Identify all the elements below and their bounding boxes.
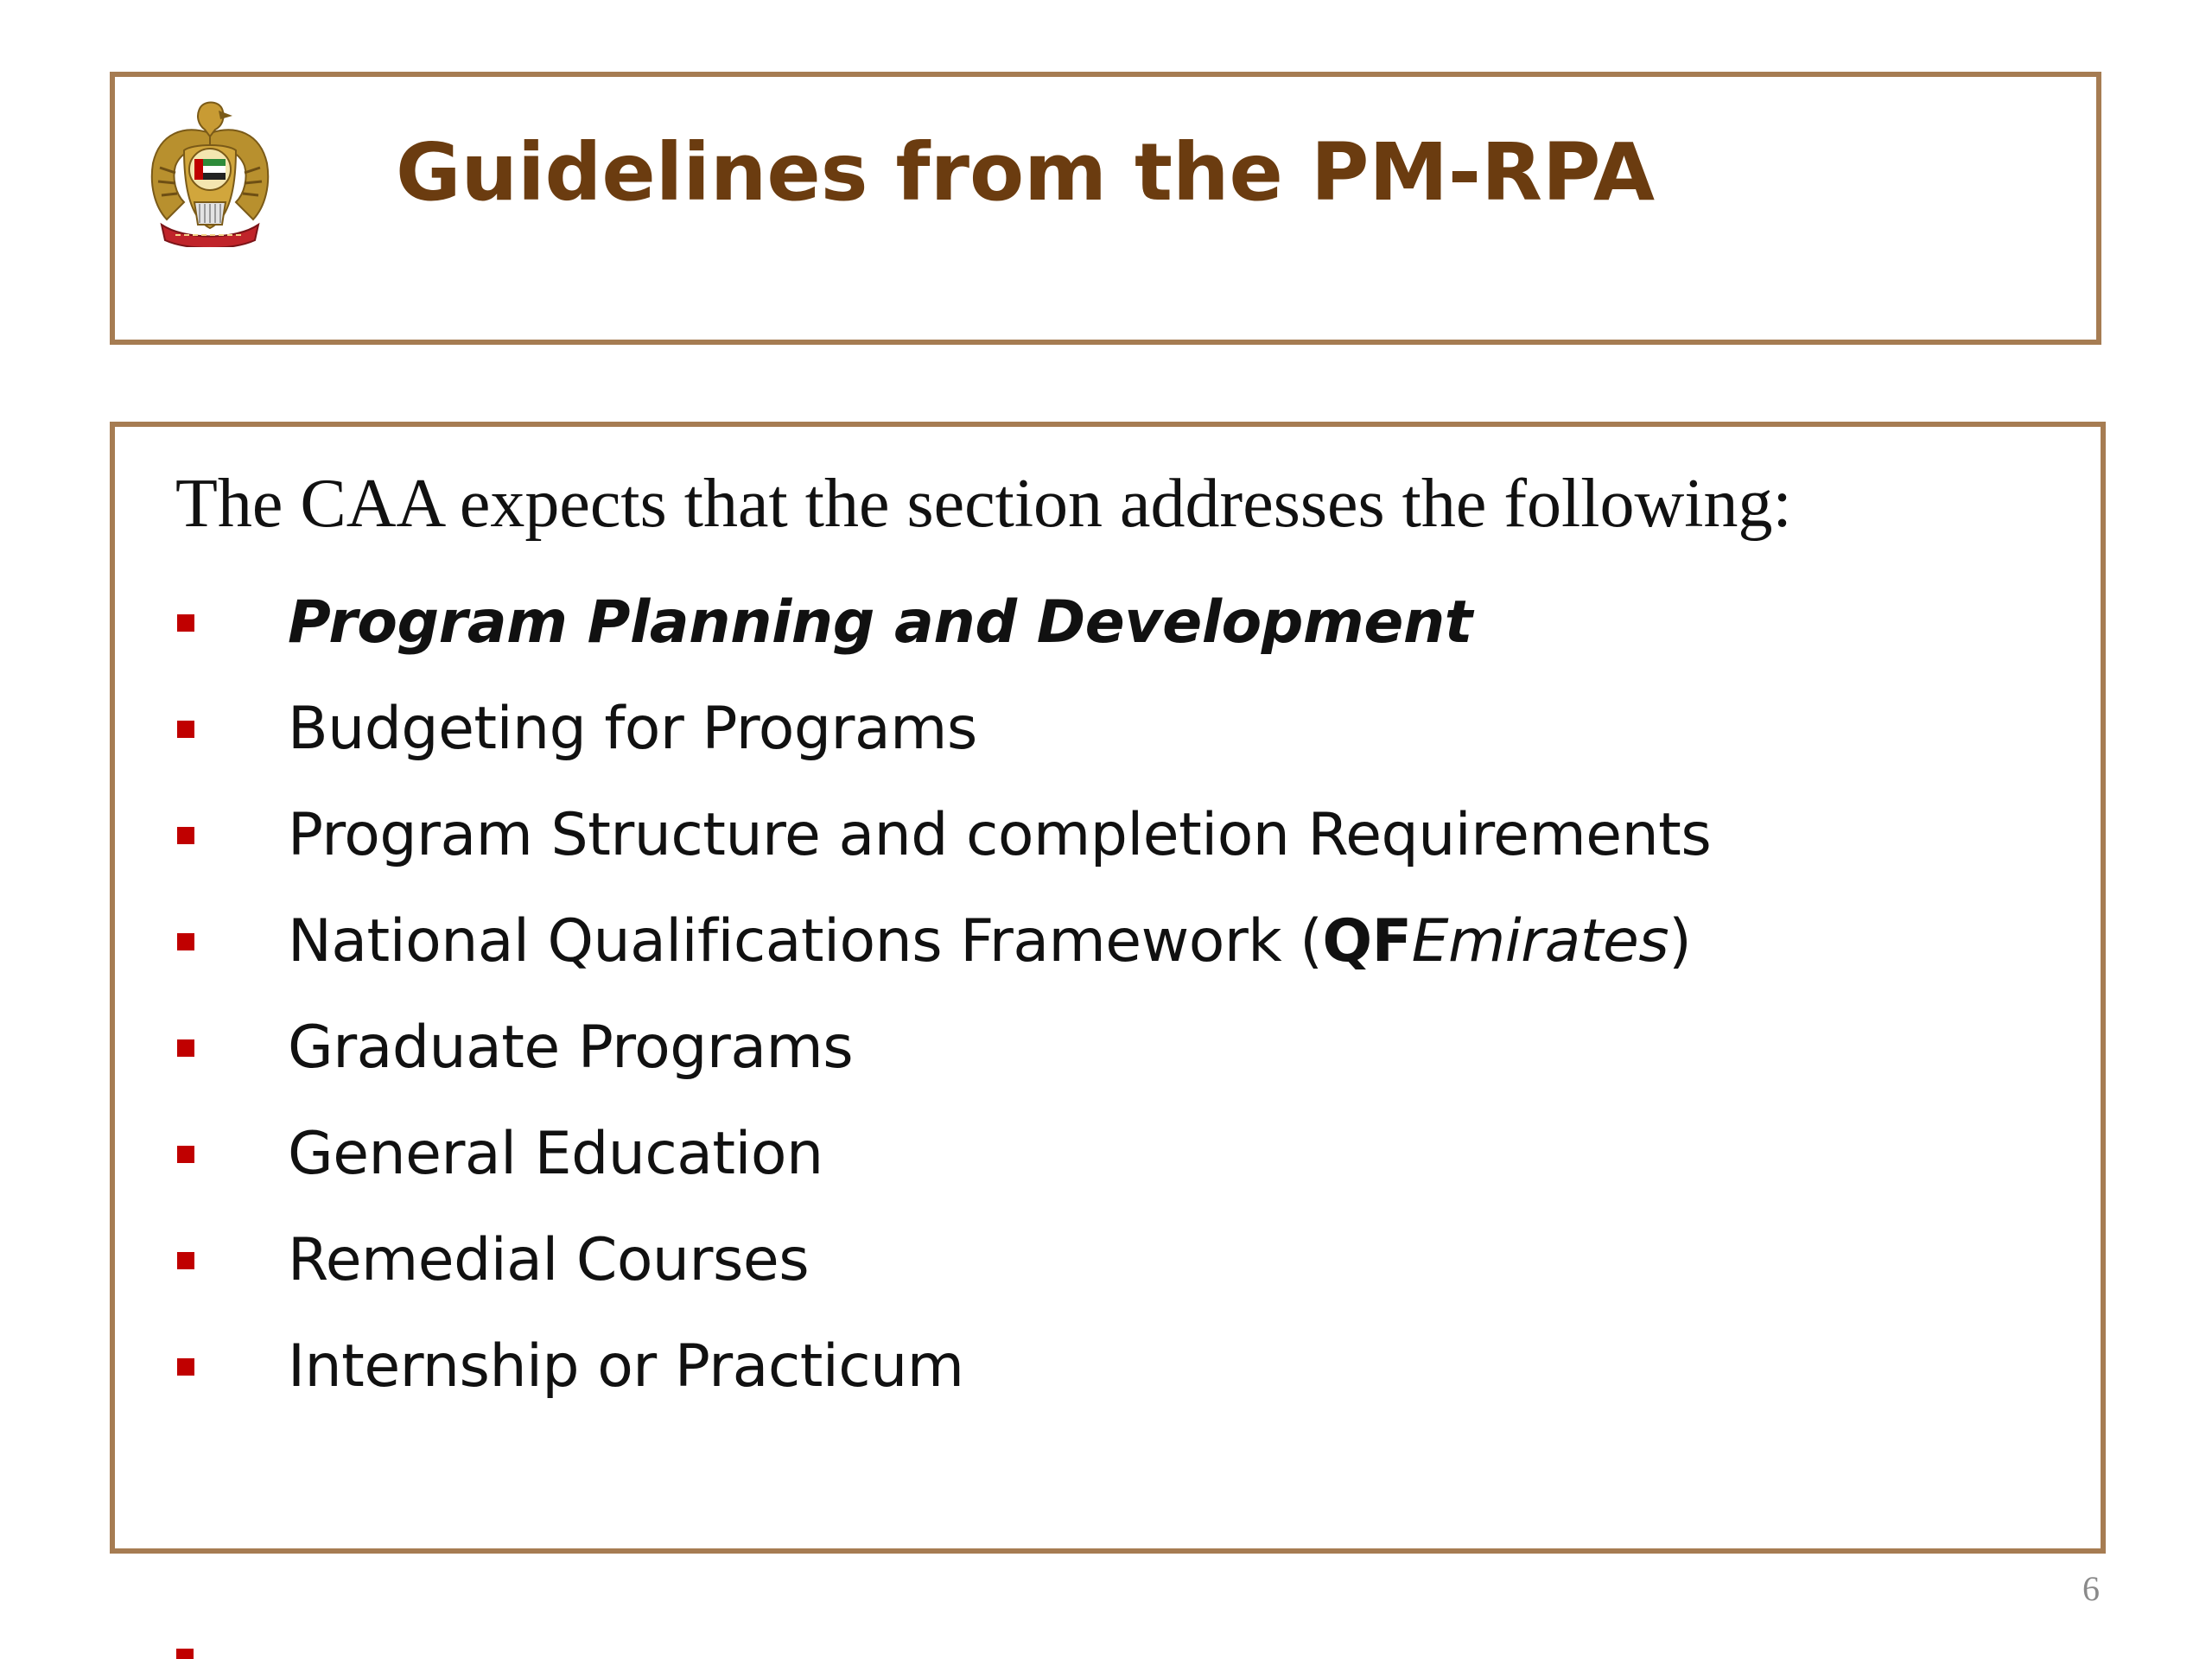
square-bullet-icon (177, 827, 194, 844)
list-item (175, 995, 1711, 1101)
square-bullet-icon (177, 1146, 194, 1163)
bullet-label: Program Planning and Development (288, 588, 1472, 657)
list-item (175, 676, 1711, 782)
square-bullet-icon (177, 1039, 194, 1057)
list-item (175, 569, 1711, 676)
bullet-label-italic: Emirates (1411, 907, 1669, 976)
list-item (175, 1313, 1711, 1420)
bullet-label-suffix: ) (1669, 907, 1692, 976)
title-box (110, 72, 2101, 345)
square-bullet-icon (177, 721, 194, 738)
square-bullet-icon (177, 1358, 194, 1376)
list-item (175, 1207, 1711, 1313)
bullet-label: Graduate Programs (288, 1014, 854, 1082)
square-bullet-icon (176, 1649, 194, 1659)
square-bullet-icon (177, 933, 194, 950)
bullet-label-bold: QF (1322, 907, 1412, 976)
bullet-label: Program Structure and completion Requirements (288, 801, 1712, 869)
square-bullet-icon (177, 1252, 194, 1269)
list-item (175, 1101, 1711, 1207)
bullet-label-prefix: National Qualifications Framework ( (288, 907, 1323, 976)
uae-emblem-icon (149, 99, 270, 247)
page-number: 6 (2082, 1569, 2100, 1608)
bullet-label (288, 907, 1691, 976)
square-bullet-icon (177, 614, 194, 632)
bullet-label: Internship or Practicum (288, 1332, 964, 1401)
bullet-label: Budgeting for Programs (288, 695, 977, 763)
content-box (110, 422, 2106, 1554)
bullet-label: Remedial Courses (288, 1226, 810, 1294)
list-item (175, 782, 1711, 888)
bullet-label: General Education (288, 1120, 823, 1188)
list-item (175, 888, 1711, 995)
intro-text: The CAA expects that the section addresses the following: (175, 466, 1792, 542)
bullet-list (175, 569, 1711, 1420)
slide-title: Guidelines from the PM-RPA (396, 126, 1656, 219)
